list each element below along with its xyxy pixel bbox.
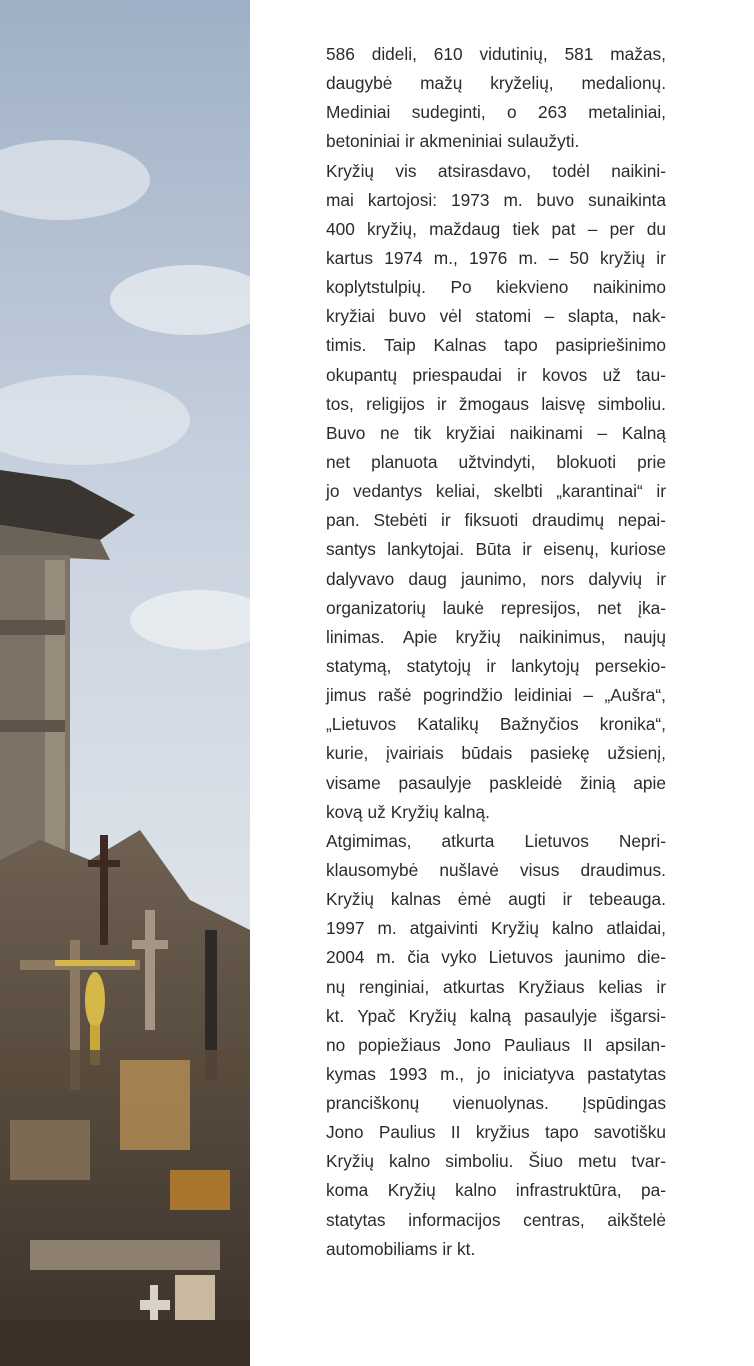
text-line: jimus rašė pogrindžio leidiniai – „Aušra“, <box>326 685 666 706</box>
text-line: betoniniai ir akmeniniai sulaužyti. <box>326 131 580 152</box>
text-line: koma Kryžių kalno infrastruktūra, pa- <box>326 1180 666 1201</box>
text-line: kymas 1993 m., jo iniciatyva pastatytas <box>326 1063 666 1084</box>
text-line: Jono Paulius II kryžius tapo savotišku <box>326 1122 666 1143</box>
text-line: nų renginiai, atkurtas Kryžiaus kelias ir <box>326 976 666 997</box>
text-line: pranciškonų vienuolynas. Įspūdingas <box>326 1093 666 1114</box>
text-line: statymą, statytojų ir lankytojų persekio- <box>326 655 666 676</box>
text-line: jo vedantys keliai, skelbti „karantinai“ ir <box>326 481 666 502</box>
text-line: Kryžių kalnas ėmė augti ir tebeauga. <box>326 889 666 910</box>
text-line: klausomybė nušlavė visus draudimus. <box>326 859 666 880</box>
text-line: 586 dideli, 610 vidutinių, 581 mažas, <box>326 44 666 64</box>
text-line: 400 kryžių, maždaug tiek pat – per du <box>326 218 666 239</box>
text-line: net planuota užtvindyti, blokuoti prie <box>326 451 666 472</box>
text-line: kartus 1974 m., 1976 m. – 50 kryžių ir <box>326 247 666 268</box>
text-line: kryžiai buvo vėl statomi – slapta, nak- <box>326 306 666 327</box>
text-line: statytas informacijos centras, aikštelė <box>326 1209 666 1230</box>
text-line: Atgimimas, atkurta Lietuvos Nepri- <box>326 830 666 851</box>
text-line: Mediniai sudeginti, o 263 metaliniai, <box>326 102 666 123</box>
text-line: santys lankytojai. Būta ir eisenų, kuriose <box>326 539 666 560</box>
article-text <box>326 40 666 1264</box>
text-line: daugybė mažų kryželių, medalionų. <box>326 73 666 94</box>
text-line: kurie, įvairiais būdais pasiekę užsienį, <box>326 743 666 764</box>
hill-of-crosses-photo <box>0 0 250 1366</box>
text-line: automobiliams ir kt. <box>326 1238 476 1259</box>
text-line: linimas. Apie kryžių naikinimus, naujų <box>326 626 666 647</box>
text-line: okupantų priespaudai ir kovos už tau- <box>326 364 666 385</box>
text-line: tos, religijos ir žmogaus laisvę simboliu. <box>326 393 666 414</box>
text-line: „Lietuvos Katalikų Bažnyčios kronika“, <box>326 714 666 735</box>
text-line: koplytstulpių. Po kiekvieno naikinimo <box>326 277 666 298</box>
text-line: 2004 m. čia vyko Lietuvos jaunimo die- <box>326 947 666 968</box>
text-line: Buvo ne tik kryžiai naikinami – Kalną <box>326 422 666 443</box>
text-line: kovą už Kryžių kalną. <box>326 801 490 822</box>
text-line: pan. Stebėti ir fiksuoti draudimų nepai- <box>326 510 666 531</box>
text-line: no popiežiaus Jono Pauliaus II apsilan- <box>326 1034 666 1055</box>
text-line: Kryžių kalno simboliu. Šiuo metu tvar- <box>326 1151 666 1172</box>
text-line: dalyvavo daug jaunimo, nors dalyvių ir <box>326 568 666 589</box>
photo-illustration <box>0 0 250 1366</box>
text-line: kt. Ypač Kryžių kalną pasaulyje išgarsi- <box>326 1005 666 1026</box>
text-line: organizatorių laukė represijos, net įka- <box>326 597 666 618</box>
text-line: timis. Taip Kalnas tapo pasipriešinimo <box>326 335 666 356</box>
text-line: mai kartojosi: 1973 m. buvo sunaikinta <box>326 189 666 210</box>
text-line: visame pasaulyje paskleidė žinią apie <box>326 772 666 793</box>
text-line: 1997 m. atgaivinti Kryžių kalno atlaidai, <box>326 918 666 939</box>
text-line: Kryžių vis atsirasdavo, todėl naikini- <box>326 160 666 181</box>
